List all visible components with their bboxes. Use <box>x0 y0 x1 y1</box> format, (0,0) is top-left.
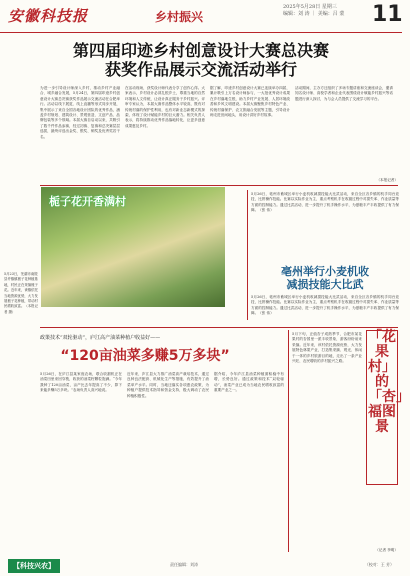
photo-title: 栀子花开香满村 <box>49 195 126 208</box>
news2-body: 5月26日，亳州市谯城区举行小麦机收减损技能大比武活动，来自全区各乡镇的机手同台竞技，比拼操作技能。比赛以实际作业为主，重点考察机手在收割过程中对损失率、作业质量等方面的控制能力。通过比武活动，进一步提升了机手操作水平，为夏粮丰产丰收提供了有力保障。（张 伟） <box>251 295 399 316</box>
footer-tag: 【科技兴农】 <box>8 559 60 573</box>
editor-line: 编辑：刘 涛 ｜ 美编：吕 蒙 <box>283 11 345 17</box>
footer-right: （校对：王 芳） <box>364 562 394 567</box>
photo-side-caption: 5月23日，芜湖市南陵县许镇镇栀子花种植基地，村民正在采摘栀子花。近年来，该镇依托当地资源优势，大力发展栀子花种植，带动村民增收致富。（本报记者 摄） <box>4 272 38 314</box>
page-footer <box>0 556 402 576</box>
divider-middle <box>40 327 398 328</box>
section-title: 乡村振兴 <box>155 10 204 24</box>
footer-center: 责任编辑：刘涛 <box>170 562 198 567</box>
article3-headline: “120亩油菜多赚5万多块” <box>60 348 230 364</box>
article1-col1: 为进一步引导设计师深入乡村，推动乡村产业融合、城乡融合发展，5月24日，第四届印迹乡村创意设计大赛总决赛获奖作品展示交流活动在合肥举行。活动以线下展览、线上直播等形式同步开展，集中展示了来自全国各地设计团队的优秀作品，涵盖乡村规划、建筑设计、景观营造、文创产品、品牌包装等多个领域。本届大赛自启动以来，共吸引了数千件作品参赛，经过初赛、复赛和总决赛层层选拔，最终评选出金奖、银奖、铜奖及优秀奖若干名。 <box>40 86 120 139</box>
article1-col3: 据了解，印迹乡村创意设计大赛已连续举办四届，累计吸引上万名设计师参与，一大批优秀设计成果在乡村落地生根，助力乡村产业发展、人居环境改善和乡风文明建设。本届大赛聚焦乡村特色产业、传统村落保护、农文旅融合发展等主题，引导设计师走进田间地头，用设计讲好乡村故事。 <box>210 86 290 118</box>
divider-right-news <box>247 190 248 320</box>
gardenia-photo <box>41 187 225 307</box>
side-article-title: 「花果村」的「杏」福图景 <box>368 329 410 435</box>
article3-col2: 近年来，庐江县大力推广油菜高产栽培技术，通过良种良法配套、机械化生产等措施，有效提升了油菜单产水平。同时，当地还落实各项惠农政策，为种植户提供技术指导和资金支持，极大调动了农民种植积极性。 <box>127 372 209 398</box>
article3-kicker: 政策技术“双轮驱动”，庐江高产油菜种植户收益好—— <box>40 335 161 341</box>
issue-date: 2025年5月28日 星期三 <box>283 4 337 10</box>
side-article-body: 5月下旬，正值杏子成熟季节，合肥市某花果村的杏园里一派丰收景象，游客纷纷前来采摘。近年来，该村依托资源优势，大力发展特色林果产业，打造集采摘、观光、休闲于一体的乡村旅游目的地，走出了一条产业兴旺、农民增收的乡村振兴之路。 <box>292 332 362 364</box>
side-byline: （记者 李明） <box>375 548 398 552</box>
newspaper-logo: 安徽科技报 <box>8 7 89 25</box>
article3-col3: 据介绍，今年庐江县油菜种植面积稳中有增，长势良好。通过政策和技术“双轮驱动”，油菜产业已成为当地农民增收致富的重要产业之一。 <box>214 372 284 393</box>
article1-col2: 在活动现场，获奖设计师代表分享了创作心得。大家表示，乡村设计必须扎根乡土，尊重当地的自然环境和人文传统，让设计真正服务于乡村振兴。评审专家认为，本届大赛作品整体水平较高，既有对传统村落的保护性利用，也有对新业态新模式的探索，体现了设计赋能乡村的巨大潜力。相关负责人表示，将持续推动优秀作品落地转化，让更多创意成果惠及乡村。 <box>125 86 205 128</box>
article1-col4: 活动期间，主办方还组织了多场专题讲座和交流座谈会，邀请知名设计师、高校学者和企业代表围绕设计赋能乡村振兴等话题进行深入探讨，为与会人员提供了交流学习的平台。 <box>295 86 393 101</box>
divider-side <box>288 330 289 552</box>
main-headline: 第四届印迹乡村创意设计大赛总决赛 获奖作品展示交流活动举行 <box>72 41 329 79</box>
news2-lead: 5月26日，亳州市谯城区举行小麦机收减损技能大比武活动，来自全区各乡镇的机手同台竞技，比拼操作技能。比赛以实际作业为主，重点考察机手在收割过程中对损失率、作业质量等方面的控制能力。通过比武活动，进一步提升了机手操作水平，为夏粮丰产丰收提供了有力保障。（张 伟） <box>251 192 399 213</box>
issue-meta <box>283 4 363 18</box>
masthead-bar <box>0 0 402 33</box>
divider-top <box>40 185 398 186</box>
article1-byline: （本报记者） <box>376 178 398 182</box>
page-number: 11 <box>372 2 403 27</box>
article3-col1: 5月26日，在庐江县某家庭农场，联合收割机正在油菜田里来回穿梭，收获的油菜籽颗粒饱满。“今年我种了120亩油菜，亩产比去年提高了不少，算下来能多赚5万多块。”农场负责人高兴地说。 <box>40 372 122 393</box>
news2-headline: 亳州举行小麦机收 减损技能大比武 <box>281 265 369 291</box>
